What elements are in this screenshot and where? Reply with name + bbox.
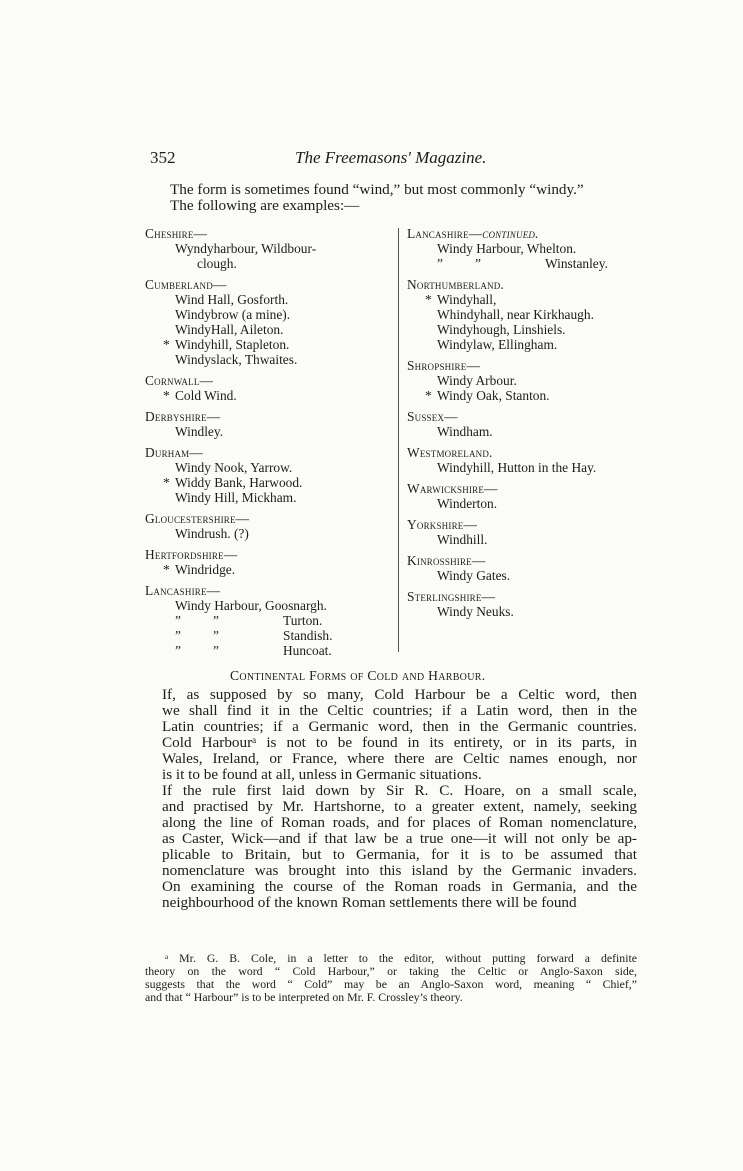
body-line: neighbourhood of the known Roman settlements there will be found bbox=[162, 894, 577, 911]
ditto-mark: ” bbox=[175, 628, 181, 643]
place-entry: Winderton. bbox=[437, 496, 498, 511]
ditto-mark: ” bbox=[213, 628, 219, 643]
place-entry: Windy Gates. bbox=[437, 568, 511, 583]
county-heading bbox=[145, 547, 385, 562]
body-line: If, as supposed by so many, Cold Harbour be a Celtic word, then bbox=[162, 686, 637, 703]
county-name: Durham— bbox=[145, 445, 203, 460]
intro-line: The following are examples:— bbox=[170, 197, 360, 214]
body-paragraph bbox=[145, 783, 637, 911]
place-list bbox=[145, 562, 385, 577]
county-heading bbox=[145, 226, 385, 241]
county-name: Warwickshire— bbox=[407, 481, 498, 496]
place-list bbox=[145, 388, 385, 403]
body-line: On examining the course of the Roman roads in Germania, and the bbox=[162, 878, 637, 895]
ditto-mark: ” bbox=[437, 256, 443, 271]
footnote-line: theory on the word “ Cold Harbour,” or taking the Celtic or Anglo-Saxon side, bbox=[145, 964, 637, 978]
county-heading bbox=[407, 226, 647, 241]
ditto-place: Huncoat. bbox=[283, 643, 332, 658]
place-entry: Windy Harbour, Whelton. bbox=[437, 241, 577, 256]
place-entry: Windybrow (a mine). bbox=[175, 307, 291, 322]
footnote-line: and that “ Harbour” is to be interpreted on Mr. F. Crossley’s theory. bbox=[145, 990, 463, 1004]
place-list bbox=[407, 292, 647, 352]
ditto-entry bbox=[145, 643, 385, 658]
place-entry: Windyhough, Linshiels. bbox=[437, 322, 566, 337]
place-list bbox=[407, 496, 647, 511]
ditto-place: Winstanley. bbox=[545, 256, 608, 271]
place-entry: * Widdy Bank, Harwood. bbox=[145, 475, 385, 490]
place-entry: Windley. bbox=[175, 424, 224, 439]
place-list bbox=[407, 424, 647, 439]
place-entry: * Cold Wind. bbox=[145, 388, 385, 403]
ditto-entry bbox=[145, 613, 385, 628]
county-heading bbox=[407, 409, 647, 424]
footnote bbox=[145, 952, 637, 1004]
body-paragraph bbox=[145, 687, 637, 783]
ditto-mark: ” bbox=[475, 256, 481, 271]
place-list bbox=[407, 568, 647, 583]
county-heading bbox=[407, 481, 647, 496]
place-list bbox=[407, 373, 647, 403]
ditto-mark: ” bbox=[213, 613, 219, 628]
ditto-entry bbox=[145, 628, 385, 643]
county-heading bbox=[145, 583, 385, 598]
county-name: Lancashire— bbox=[145, 583, 221, 598]
county-heading bbox=[145, 277, 385, 292]
county-heading bbox=[145, 409, 385, 424]
ditto-entry bbox=[407, 256, 647, 271]
county-name: Shropshire— bbox=[407, 358, 481, 373]
body-line: Cold Harbourᵃ is not to be found in its entirety, or in its parts, in bbox=[162, 734, 637, 751]
county-heading bbox=[407, 589, 647, 604]
right-column bbox=[407, 226, 647, 625]
place-entry: Windhill. bbox=[437, 532, 488, 547]
county-name: Yorkshire— bbox=[407, 517, 478, 532]
county-name: Gloucestershire— bbox=[145, 511, 250, 526]
county-suffix: continued. bbox=[482, 226, 539, 241]
place-entry: Windyslack, Thwaites. bbox=[175, 352, 298, 367]
body-line: we shall find it in the Celtic countries; if a Latin word, then in the bbox=[162, 702, 637, 719]
ditto-mark: ” bbox=[175, 643, 181, 658]
place-entry: Wind Hall, Gosforth. bbox=[175, 292, 289, 307]
county-name: Kinrosshire— bbox=[407, 553, 486, 568]
place-list bbox=[145, 526, 385, 541]
footnote-line: ᵃ Mr. G. B. Cole, in a letter to the editor, without putting forward a definite bbox=[165, 951, 637, 965]
county-heading bbox=[145, 511, 385, 526]
place-entry: Windy Neuks. bbox=[437, 604, 514, 619]
county-name: Cheshire— bbox=[145, 226, 208, 241]
place-entry: Windy Hill, Mickham. bbox=[175, 490, 297, 505]
ditto-place: Turton. bbox=[283, 613, 323, 628]
county-heading bbox=[407, 277, 647, 292]
place-entry: Windy Arbour. bbox=[437, 373, 517, 388]
page-number: 352 bbox=[150, 148, 176, 167]
body-text bbox=[145, 687, 637, 911]
place-entry: Whindyhall, near Kirkhaugh. bbox=[437, 307, 594, 322]
body-line: Wales, Ireland, or France, where there are Celtic names enough, nor bbox=[162, 750, 637, 767]
place-entry: * Windridge. bbox=[145, 562, 385, 577]
county-heading bbox=[145, 373, 385, 388]
body-line: along the line of Roman roads, and for places of Roman nomenclature, bbox=[162, 814, 637, 831]
county-name: Cornwall— bbox=[145, 373, 214, 388]
county-name: Northumberland. bbox=[407, 277, 504, 292]
place-entry: * Windy Oak, Stanton. bbox=[407, 388, 647, 403]
place-entry: WindyHall, Aileton. bbox=[175, 322, 284, 337]
place-entry: * Windyhill, Stapleton. bbox=[145, 337, 385, 352]
county-name: Sterlingshire— bbox=[407, 589, 496, 604]
county-name: Sussex— bbox=[407, 409, 458, 424]
body-line: is it to be found at all, unless in Germanic situations. bbox=[162, 766, 482, 783]
place-entry: Windy Nook, Yarrow. bbox=[175, 460, 293, 475]
ditto-mark: ” bbox=[213, 643, 219, 658]
place-entry: Windylaw, Ellingham. bbox=[437, 337, 558, 352]
ditto-mark: ” bbox=[175, 613, 181, 628]
body-line: as Caster, Wick—and if that law be a true one—it will not only be ap- bbox=[162, 830, 637, 847]
body-line: plicable to Britain, but to Germania, for it is to be assumed that bbox=[162, 846, 637, 863]
place-entry: Windy Harbour, Goosnargh. bbox=[175, 598, 327, 613]
place-list bbox=[407, 241, 647, 271]
running-head bbox=[150, 148, 640, 172]
body-line: nomenclature was brought into this island by the Germanic invaders. bbox=[162, 862, 637, 879]
section-heading: Continental Forms of Cold and Harbour. bbox=[230, 668, 486, 683]
column-divider bbox=[398, 228, 399, 652]
county-heading bbox=[407, 445, 647, 460]
footnote-line: suggests that the word “ Cold” may be an Anglo-Saxon word, meaning “ Chief,” bbox=[145, 977, 637, 991]
county-heading bbox=[145, 445, 385, 460]
journal-title: The Freemasons' Magazine. bbox=[295, 148, 487, 167]
place-list bbox=[145, 598, 385, 658]
intro-line: The form is sometimes found “wind,” but most commonly “windy.” bbox=[170, 181, 584, 198]
county-heading bbox=[407, 358, 647, 373]
intro-paragraph bbox=[170, 182, 640, 214]
place-entry: Wyndyharbour, Wildbour- bbox=[175, 241, 317, 256]
body-line: Latin countries; if a Germanic word, then in the Germanic countries. bbox=[162, 718, 637, 735]
county-name: Derbyshire— bbox=[145, 409, 221, 424]
place-list bbox=[145, 424, 385, 439]
place-list bbox=[145, 241, 385, 271]
place-entry: Windyhill, Hutton in the Hay. bbox=[437, 460, 597, 475]
ditto-place: Standish. bbox=[283, 628, 333, 643]
place-entry: clough. bbox=[197, 256, 237, 271]
county-name: Cumberland— bbox=[145, 277, 227, 292]
county-name: Lancashire— bbox=[407, 226, 483, 241]
place-entry: Windrush. (?) bbox=[175, 526, 249, 541]
body-line: If the rule first laid down by Sir R. C. Hoare, on a small scale, bbox=[162, 782, 637, 799]
place-list bbox=[407, 460, 647, 475]
county-heading bbox=[407, 553, 647, 568]
place-list bbox=[407, 532, 647, 547]
left-column bbox=[145, 226, 385, 664]
place-list bbox=[145, 460, 385, 505]
county-name: Westmoreland. bbox=[407, 445, 493, 460]
place-entry: * Windyhall, bbox=[407, 292, 647, 307]
body-line: and practised by Mr. Hartshorne, to a greater extent, namely, seeking bbox=[162, 798, 637, 815]
place-list bbox=[407, 604, 647, 619]
place-list bbox=[145, 292, 385, 367]
county-name: Hertfordshire— bbox=[145, 547, 238, 562]
place-entry: Windham. bbox=[437, 424, 493, 439]
county-heading bbox=[407, 517, 647, 532]
